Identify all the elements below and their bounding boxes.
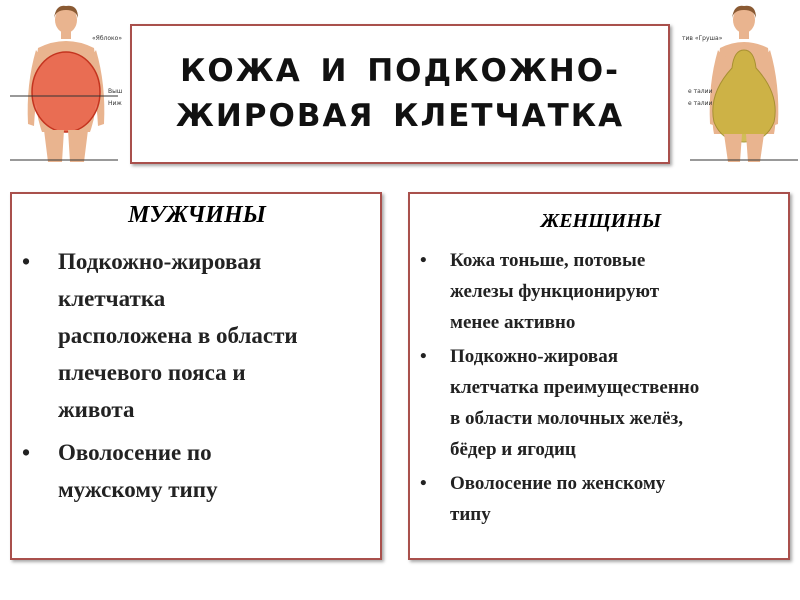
women-item-skin-line: железы функционируют	[450, 281, 660, 302]
men-list	[22, 243, 372, 508]
apple-label-mid1: Выш	[108, 88, 123, 95]
men-item-fat-line: плечевого пояса и	[58, 360, 246, 385]
women-item-fat-line: бёдер и ягодиц	[450, 439, 576, 460]
women-item-skin-line: • Кожа тоньше, потовые	[450, 250, 646, 271]
women-item-fat	[420, 341, 782, 465]
men-item-fat-line: расположена в области	[58, 323, 298, 348]
women-heading: ЖЕНЩИНЫ	[540, 210, 662, 232]
women-list	[420, 245, 782, 530]
men-item-hair-line: • Оволосение по	[58, 440, 212, 465]
pear-label-top: тив «Груша»	[682, 35, 723, 42]
title-line-1: КОЖА И ПОДКОЖНО-	[180, 53, 620, 90]
men-item-fat-line: клетчатка	[58, 286, 166, 311]
slide-title	[176, 49, 624, 139]
men-panel	[10, 192, 382, 560]
apple-label-mid2: Ниж	[108, 100, 122, 107]
pear-label-mid2: е талии	[688, 100, 713, 107]
men-item-fat-line: • Подкожно-жировая	[58, 249, 262, 274]
women-panel	[408, 192, 790, 560]
pear-label-mid1: е талии	[688, 88, 713, 95]
title-line-2: ЖИРОВАЯ КЛЕТЧАТКА	[175, 98, 625, 134]
men-item-hair-line: мужскому типу	[58, 477, 218, 502]
women-item-fat-line: • Подкожно-жировая	[450, 346, 618, 367]
men-item-hair	[22, 434, 372, 508]
women-item-fat-line: клетчатка преимущественно	[450, 377, 700, 398]
men-heading: МУЖЧИНЫ	[128, 202, 266, 228]
apple-body-type-image	[10, 4, 123, 164]
men-item-fat	[22, 243, 372, 428]
women-item-skin	[420, 245, 782, 338]
apple-label-top: «Яблоко»	[92, 35, 123, 42]
women-item-skin-line: менее активно	[450, 312, 576, 333]
pear-body-type-image	[682, 4, 798, 164]
women-item-hair-line: • Оволосение по женскому	[450, 473, 666, 494]
women-item-hair-line: типу	[450, 504, 491, 525]
women-item-fat-line: в области молочных желёз,	[450, 408, 683, 429]
men-item-fat-line: живота	[58, 397, 135, 422]
title-box	[130, 24, 670, 164]
women-item-hair	[420, 468, 782, 530]
